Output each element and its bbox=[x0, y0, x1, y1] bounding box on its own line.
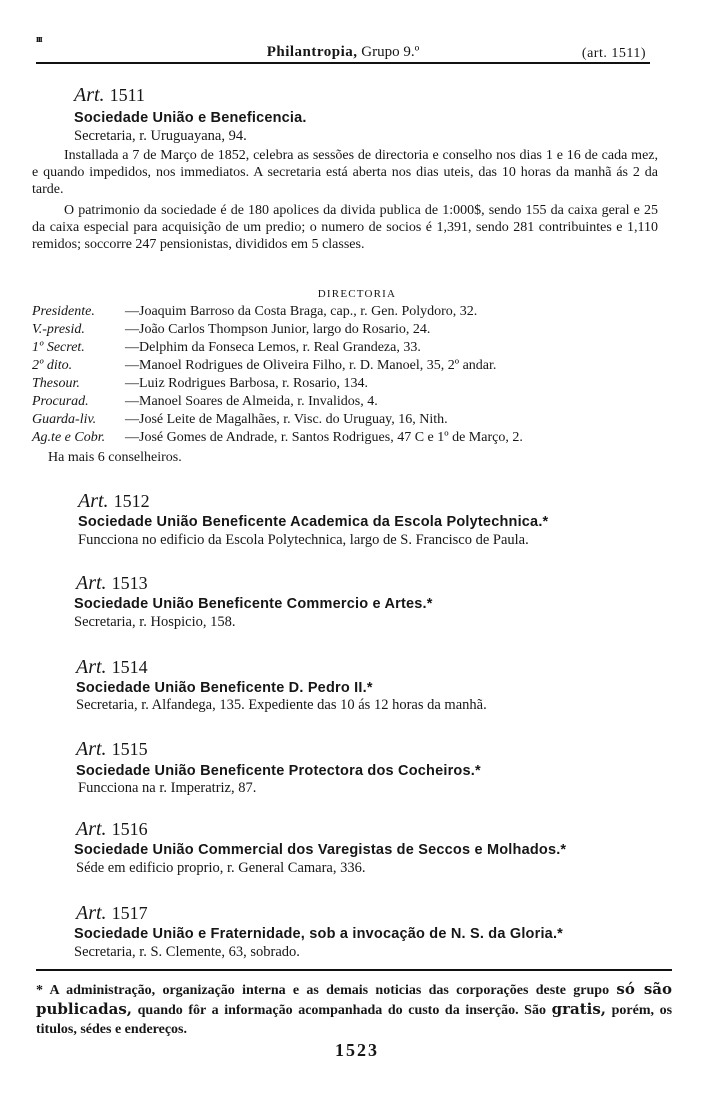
article-1515-label: Art. 1515 bbox=[76, 738, 148, 760]
directory-role: Ag.te e Cobr. bbox=[32, 430, 106, 445]
article-1511-paragraph-1: Installada a 7 de Março de 1852, celebra as sessões de directoria e conselho nos dias 1 e 16 de cada mez, e quando impedidos, nos immediatos. A secretaria está aberta nos dias uteis, das 10 horas da manhã ás 2 da tarde. bbox=[32, 148, 658, 197]
directory-role: 1º Secret. bbox=[32, 340, 85, 355]
article-1515-title: Sociedade União Beneficente Protectora dos Cocheiros.* bbox=[76, 763, 481, 779]
directory-role: Presidente. bbox=[32, 304, 95, 319]
directory-role: Thesour. bbox=[32, 376, 80, 391]
directory-member: —Manoel Soares de Almeida, r. Invalidos, 4. bbox=[125, 394, 378, 409]
article-1514-title: Sociedade União Beneficente D. Pedro II.* bbox=[76, 680, 373, 696]
article-1515-location: Funcciona na r. Imperatriz, 87. bbox=[78, 780, 257, 796]
article-1517-title: Sociedade União e Fraternidade, sob a invocação de N. S. da Gloria.* bbox=[74, 926, 564, 942]
article-1512-label: Art. 1512 bbox=[78, 490, 150, 512]
article-1511-title: Sociedade União e Beneficencia. bbox=[74, 110, 307, 126]
page-number: 1523 bbox=[335, 1040, 379, 1060]
running-head bbox=[36, 44, 650, 61]
directory-member: —Manoel Rodrigues de Oliveira Filho, r. D. Manoel, 35, 2º andar. bbox=[125, 358, 497, 373]
article-1511-label: Art. 1511 bbox=[74, 84, 145, 106]
article-1516-address: Séde em edificio proprio, r. General Camara, 336. bbox=[76, 860, 366, 876]
article-reference: (art. 1511) bbox=[581, 46, 646, 61]
group-label: Grupo 9.º bbox=[361, 44, 420, 60]
article-1511-paragraph-2: O patrimonio da sociedade é de 180 apolices da divida publica de 1:000$, sendo 155 da caixa geral e 25 da caixa especial para acquisição de um predio; o numero de socios é 1,391, sendo 281 contribuintes e 1,110 remidos; soccorre 247 pensionistas, divididos em 5 classes. bbox=[32, 203, 658, 252]
article-1514-address: Secretaria, r. Alfandega, 135. Expediente das 10 ás 12 horas da manhã. bbox=[76, 697, 487, 713]
header-rule bbox=[36, 62, 650, 64]
directory-member: —Luiz Rodrigues Barbosa, r. Rosario, 134. bbox=[125, 376, 369, 391]
directory-heading: DIRECTORIA bbox=[317, 288, 397, 300]
directory-role: Guarda-liv. bbox=[32, 412, 97, 427]
article-1517-address: Secretaria, r. S. Clemente, 63, sobrado. bbox=[74, 944, 300, 960]
directory-role: V.-presid. bbox=[32, 322, 85, 337]
article-1513-address: Secretaria, r. Hospicio, 158. bbox=[74, 614, 236, 630]
directory-member: —José Gomes de Andrade, r. Santos Rodrigues, 47 C e 1º de Março, 2. bbox=[125, 430, 523, 445]
directory-member: —José Leite de Magalhães, r. Visc. do Uruguay, 16, Nith. bbox=[125, 412, 448, 427]
article-1514-label: Art. 1514 bbox=[76, 656, 148, 678]
publication-title: Philantropia, bbox=[266, 44, 358, 60]
article-1511-address: Secretaria, r. Uruguayana, 94. bbox=[74, 128, 247, 144]
directory-member: —João Carlos Thompson Junior, largo do Rosario, 24. bbox=[125, 322, 431, 337]
article-1516-label: Art. 1516 bbox=[76, 818, 148, 840]
footnote-rule bbox=[36, 969, 672, 971]
additional-councillors-note: Ha mais 6 conselheiros. bbox=[48, 450, 182, 465]
directory-member: —Joaquim Barroso da Costa Braga, cap., r. Gen. Polydoro, 32. bbox=[125, 304, 478, 319]
article-1517-label: Art. 1517 bbox=[76, 902, 148, 924]
article-1512-location: Funcciona no edificio da Escola Polytechnica, largo de S. Francisco de Paula. bbox=[78, 532, 529, 548]
article-1512-title: Sociedade União Beneficente Academica da Escola Polytechnica.* bbox=[78, 514, 549, 530]
directory-role: Procurad. bbox=[32, 394, 89, 409]
page-header bbox=[36, 34, 650, 62]
directory-member: —Delphim da Fonseca Lemos, r. Real Grandeza, 33. bbox=[125, 340, 421, 355]
footnote: * A administração, organização interna e as demais noticias das corporações deste grupo só são publicadas, quando fôr a informação acompanhada do custo da inserção. São gratis, porém, os titulos, sédes e endereços. bbox=[36, 980, 673, 1037]
article-1516-title: Sociedade União Commercial dos Varegistas de Seccos e Molhados.* bbox=[74, 842, 567, 858]
header-mark: ɪɪɪ bbox=[36, 34, 42, 45]
directory-role: 2º dito. bbox=[32, 358, 73, 373]
article-1513-label: Art. 1513 bbox=[76, 572, 148, 594]
article-1513-title: Sociedade União Beneficente Commercio e Artes.* bbox=[74, 596, 433, 612]
